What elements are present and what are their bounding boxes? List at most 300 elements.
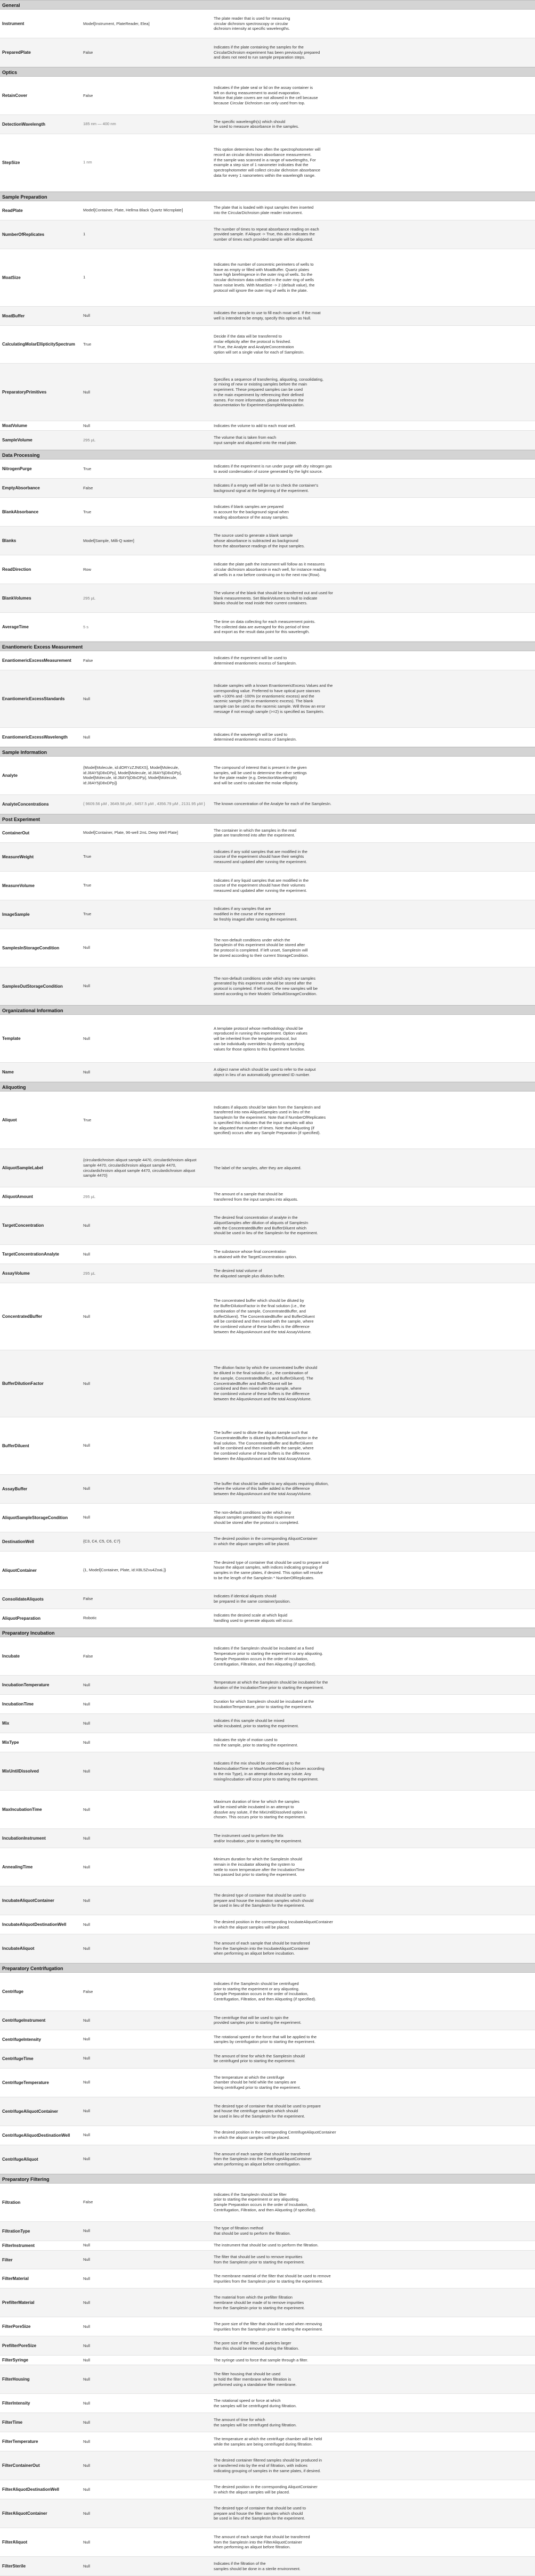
section-header: Organizational Information <box>0 1005 535 1015</box>
option-description: Minimum duration for which the SamplesIn should remain in the incubator allowing the system to settle to room temperature after the IncubationTime has passed but prior to starting the experiment. <box>214 1857 305 1877</box>
option-description: The label of the samples, after they are aliquoted. <box>214 1165 302 1170</box>
section-header: Sample Preparation <box>0 192 535 201</box>
option-row <box>0 460 535 479</box>
option-row <box>0 670 535 728</box>
option-row <box>0 1714 535 1733</box>
option-value: Null <box>83 1515 90 1520</box>
option-row <box>0 307 535 326</box>
option-value: False <box>83 50 93 55</box>
option-description: The material from which the prefilter filtration membrane should be made of to remove impurities from the SamplesIn prior to starting the experiment. <box>214 2295 305 2310</box>
option-name: DetectionWavelength <box>2 121 46 127</box>
option-name: FilterAliquot <box>2 2540 28 2545</box>
option-description: Indicates if any solid samples that are modified in the course of the experiment should have their weights measured and updated after running the experiment. <box>214 849 307 865</box>
option-description: The known concentration of the Analyte for each of the SamplesIn. <box>214 801 331 807</box>
option-row <box>0 1475 535 1504</box>
option-name: CentrifugeInstrument <box>2 2017 46 2023</box>
option-name: ConcentratedBuffer <box>2 1314 43 1319</box>
option-name: MeasureWeight <box>2 854 34 859</box>
option-name: RetainCover <box>2 93 28 98</box>
option-description: The plate reader that is used for measuring circular dichroism spectroscopy or circular dichroism intensity at specific wavelengths. <box>214 15 290 31</box>
option-description: The centrifuge that will be used to spin the provided samples prior to starting the experiment. <box>214 2015 302 2025</box>
option-description: The syringe used to force that sample through a filter. <box>214 2357 309 2362</box>
option-description: Indicates if any liquid samples that are modified in the course of the experiment should have their volumes measured and updated after running the experiment. <box>214 877 309 893</box>
option-name: AliquotPreparation <box>2 1615 41 1621</box>
option-description: Indicates if a empty well will be run to check the container's background signal at the beginning of the experiment. <box>214 483 319 493</box>
option-name: NumberOfReplicates <box>2 232 45 237</box>
option-row <box>0 1915 535 1934</box>
option-description: Indicates if the plate seal or lid on the assay container is left on during measurement to avoid evaporation. Notice that plate covers are not allowed in the cell because because Circular Dichroism can only used from top. <box>214 85 318 106</box>
option-row <box>0 1092 535 1149</box>
option-description: The non-default conditions under which any new samples generated by this experiment should be stored after the protocol is completed. If left unset, the new samples will be stored according to their Models' DefaultStorageCondition. <box>214 975 318 996</box>
option-name: ReadDirection <box>2 567 31 572</box>
option-value: Null <box>83 734 90 740</box>
option-description: Indicates if the wavelength will be used to determined enantiomeric excess of SamplesIn. <box>214 732 297 742</box>
option-row <box>0 431 535 450</box>
option-name: SampleVolume <box>2 438 33 443</box>
option-description: The amount of time for which the samples will be centrifuged during filtration. <box>214 2417 297 2427</box>
option-description: Indicates if identical aliquots should be prepared in the same container/position. <box>214 1594 291 1604</box>
option-value: Null <box>83 1443 90 1448</box>
option-name: BufferDiluent <box>2 1443 29 1448</box>
option-row <box>0 872 535 900</box>
option-name: IncubationInstrument <box>2 1836 46 1841</box>
option-row <box>0 498 535 527</box>
option-name: FilterIntensity <box>2 2401 30 2406</box>
option-value: Null <box>83 2228 90 2234</box>
option-name: CalculatingMolarEllipticitySpectrum <box>2 342 75 347</box>
option-description: The type of filtration method that should be used to perform the filtration. <box>214 2226 291 2236</box>
option-name: Aliquot <box>2 1118 17 1123</box>
option-value: Null <box>83 1381 90 1386</box>
option-description: Indicates if the plate containing the samples for the CircularDichroism experiment has been previously prepared and does not need to run sample preparation steps. <box>214 44 320 60</box>
option-row <box>0 1609 535 1628</box>
option-description: Decide if the data will be transferred to molar ellipticity after the protocol is finished. If True, the Analyte and AnalyteConcentration option will set a single value for each of SamplesIn. <box>214 334 305 355</box>
option-value: Null <box>83 2463 90 2468</box>
option-row <box>0 2251 535 2270</box>
option-row <box>0 1676 535 1695</box>
option-description: Indicates if the SamplesIn should be centrifuged prior to starting the experiment or any aliquoting. Sample Preparation occurs in the order of Incubation, Centrifugation, Filtration, and then Aliquoting (if specified). <box>214 1981 317 2002</box>
option-description: The non-default conditions under which any aliquot samples generated by this experiment should be stored after the protocol is completed. <box>214 1509 299 1525</box>
option-value: Null <box>83 2056 90 2061</box>
option-description: Indicate samples with a known EnantiomericExcess Values and the corresponding value. Preferred to have optical pure stanrars with +100% and -100% (or enantiomeric excess) and the racemic sample (0% or enantiomeric excess). The blank sample can be used as the racemic sample. Will throw an error message if not enough sample (>=2) is specified as SampleIn. <box>214 683 333 714</box>
option-row <box>0 2269 535 2288</box>
option-row <box>0 2413 535 2432</box>
option-row <box>0 220 535 249</box>
option-description: The specific wavelength(s) which should be used to measure absorbance in the samples. <box>214 119 299 129</box>
option-row <box>0 364 535 421</box>
option-row <box>0 1934 535 1963</box>
option-description: The time on data collecting for each measurement points. The collected data are averaged for this period of time and export as the result data point for this wavelength. <box>214 619 315 635</box>
option-name: DestinationWell <box>2 1539 34 1544</box>
option-row <box>0 2336 535 2356</box>
option-description: The rotational speed or the force that will be applied to the samples by centrifugation prior to starting the experiment. <box>214 2034 317 2045</box>
option-row <box>0 2432 535 2451</box>
option-description: The desired type of container that should be used to prepare and house the aliquot samples, with indices indicating grouping of samples in the same plates, if desired. This option will resolve to be the length of the SamplesIn * NumberOfReplicates. <box>214 1560 329 1580</box>
option-name: Name <box>2 1070 14 1075</box>
option-row <box>0 1791 535 1829</box>
option-description: The temperature at which the centrifuge chamber should be held while the samples are being centrifuged prior to starting the experiment. <box>214 2074 301 2090</box>
option-description: The instrument that should be used to perform the filtration. <box>214 2243 319 2248</box>
option-description: The number of times to repeat absorbance reading on each provided sample. If Aliquot -> True, this also indicates the number of times each provided sample will be aliquoted. <box>214 226 319 242</box>
option-value: Null <box>83 1922 90 1927</box>
option-description: A template protocol whose methodology should be reproduced in running this experiment. Option values will be inherited from the template protocol, but can be individually overridden by directly specifying values for those options to this Experiment function. <box>214 1026 307 1052</box>
option-row <box>0 584 535 613</box>
option-row <box>0 10 535 38</box>
option-name: AliquotSampleLabel <box>2 1166 43 1171</box>
option-name: AverageTime <box>2 625 29 630</box>
option-description: The membrane material of the filter that should be used to remove impurities from the SamplesIn prior to starting the experiment. <box>214 2274 331 2284</box>
option-name: Blanks <box>2 538 17 544</box>
option-row <box>0 249 535 307</box>
option-name: PreparedPlate <box>2 50 31 55</box>
option-row <box>0 479 535 498</box>
option-value: Null <box>83 2132 90 2138</box>
option-name: IncubateAliquotDestinationWell <box>2 1922 67 1927</box>
option-value: Null <box>83 2511 90 2516</box>
option-name: EnantiomericExcessWavelength <box>2 734 68 740</box>
option-row <box>0 38 535 67</box>
option-value: 295 µL <box>83 595 96 601</box>
option-value: Null <box>83 2376 90 2382</box>
option-name: PrefilterPoreSize <box>2 2343 37 2349</box>
option-name: ImageSample <box>2 912 30 917</box>
option-name: EmptyAbsorbance <box>2 486 40 491</box>
option-row <box>0 900 535 929</box>
option-name: MaxIncubationTime <box>2 1807 42 1812</box>
section-header: Preparatory Incubation <box>0 1628 535 1637</box>
option-description: The desired position in the corresponding AliquotContainer in which the aliquot samples will be placed. <box>214 1536 318 1547</box>
option-name: CentrifugeAliquotContainer <box>2 2109 58 2114</box>
option-description: The volume of the blank that should be transferred out and used for blank measurements. Set BlankVolumes to Null to indicate blanks should be read inside their current containers. <box>214 590 333 606</box>
option-description: The non-default conditions under which the SamplesIn of this experiment should be stored after the protocol is completed. If left unset, SamplesIn will be stored according to their current StorageCondition. <box>214 937 309 958</box>
option-row <box>0 1552 535 1590</box>
option-description: Temperature at which the SamplesIn should be incubated for the duration of the IncubationTime prior to starting the experiment. <box>214 1680 328 1690</box>
option-name: FilterTime <box>2 2420 23 2425</box>
option-row <box>0 1637 535 1676</box>
option-name: FilterInstrument <box>2 2243 35 2248</box>
option-description: Indicates if any samples that are modified in the course of the experiment be freshly imaged after running the experiment. <box>214 906 298 922</box>
option-description: The container in which the samples in the read plate are transferred into after the experiment. <box>214 827 297 838</box>
option-value: Null <box>83 2324 90 2329</box>
option-value: Null <box>83 2080 90 2085</box>
option-value: Null <box>83 1683 90 1688</box>
option-value: Null <box>83 2276 90 2282</box>
option-description: The buffer that should be added to any aliquots requiring dilution, where the volume of this buffer added is the difference between the AliquotAmount and the total AssayVolume. <box>214 1481 329 1497</box>
option-value: True <box>83 1117 92 1122</box>
option-row <box>0 1063 535 1082</box>
option-value: Null <box>83 1740 90 1745</box>
option-value: Null <box>83 2343 90 2348</box>
option-name: TargetConcentrationAnalyte <box>2 1252 59 1257</box>
option-row <box>0 2241 535 2251</box>
option-value: Null <box>83 1223 90 1228</box>
option-row <box>0 134 535 192</box>
option-name: AliquotAmount <box>2 1194 33 1200</box>
option-value: False <box>83 485 93 490</box>
section-header: Optics <box>0 67 535 77</box>
option-row <box>0 2528 535 2557</box>
option-row <box>0 2480 535 2499</box>
option-row <box>0 1417 535 1475</box>
option-value: False <box>83 658 93 663</box>
option-name: AssayBuffer <box>2 1486 28 1491</box>
option-value: Null <box>83 1720 90 1726</box>
option-row <box>0 967 535 1006</box>
option-row <box>0 613 535 642</box>
option-value: Model[Container, Plate, 96-well 2mL Deep Well Plate] <box>83 830 179 835</box>
option-value: Null <box>83 1070 90 1074</box>
option-description: The pore size of the filter; all particles larger than this should be removed during the filtration. <box>214 2341 299 2351</box>
option-row <box>0 326 535 364</box>
option-description: The desired type of container that should be used to prepare and house the filter samples which should be used in lieu of the SamplesIn for the experiment. <box>214 2505 306 2521</box>
option-row <box>0 2451 535 2480</box>
option-value: Null <box>83 2439 90 2444</box>
option-description: The buffer used to dilute the aliquot sample such that ConcentratedBuffer is diluted by BufferDilutionFactor in the final solution. The ConcentratedBuffer and BufferDiluent will be combined and then mixed with the sample, where the combined volume of these buffers is the difference between the AliquotAmount and the total AssayVolume. <box>214 1430 318 1461</box>
option-name: TargetConcentration <box>2 1223 44 1228</box>
option-value: False <box>83 1989 93 1994</box>
option-description: Indicates if the filtration of the samples should be done in a sterile environment. <box>214 2561 301 2571</box>
option-description: Specifies a sequence of transferring, aliquoting, consolidating, or mixing of new or existing samples before the main experiment. These prepared samples can be used in the main experiment by referencing their defined names. For more information, please reference the documentation for ExperimentSampleManipulation. <box>214 376 323 408</box>
option-value: Null <box>83 2400 90 2406</box>
option-description: The desired final concentration of analyte in the AliquotSamples after dilution of aliquots of SamplesIn with the ConcentratedBuffer and BufferDiluent which should be used in lieu of the SamplesIn for the experiment. <box>214 1215 318 1236</box>
option-row <box>0 1504 535 1532</box>
option-row <box>0 1283 535 1350</box>
option-description: The temperature at which the centrifuge chamber will be held while the samples are being centrifuged during filtration. <box>214 2436 322 2447</box>
option-row <box>0 2317 535 2336</box>
option-value: Null <box>83 2539 90 2545</box>
option-name: Incubate <box>2 1654 20 1659</box>
option-value: Model[Instrument, PlateReader, Elea] <box>83 21 150 26</box>
section-header: Aliquoting <box>0 1082 535 1092</box>
option-description: The amount of time for which the SamplesIn should be centrifuged prior to starting the experiment. <box>214 2053 305 2064</box>
option-row <box>0 2030 535 2049</box>
option-value: Null <box>83 1768 90 1774</box>
option-value: Null <box>83 1702 90 1707</box>
option-description: The amount of each sample that should be transferred from the SamplesIn into the IncubateAliquotContainer when performing an aliquot before incubation. <box>214 1940 310 1956</box>
option-value: {Model[Molecule, id:dORYzZJN6XS], Model[Molecule, id:J8AY5jD8xDPp], Model[Molecule, id:J8AY5jD8xDPp], Model[Molecule, id:J8AY5jD8xDPp], Model[Molecule, id:J8AY5jD8xDPp]} <box>83 765 182 786</box>
option-row <box>0 1695 535 1714</box>
option-description: The desired position in the corresponding IncubateAliquotContainer in which the aliquot samples will be placed. <box>214 1919 333 1930</box>
option-value: Robotic <box>83 1615 97 1621</box>
option-row <box>0 2145 535 2174</box>
option-name: Mix <box>2 1721 10 1726</box>
option-name: Instrument <box>2 21 25 26</box>
option-value: Null <box>83 983 90 989</box>
option-description: Indicates if the experiment is run under purge with dry nitrogen gas to avoid condensation of ozone generated by the light source. <box>214 464 332 474</box>
option-row <box>0 2499 535 2528</box>
option-name: IncubateAliquot <box>2 1946 35 1951</box>
option-description: The filter housing that should be used to hold the filter membrane when filtration is performed using a standalone filter membrane. <box>214 2372 297 2387</box>
option-row <box>0 1245 535 1264</box>
option-value: {C3, C4, C5, C6, C7} <box>83 1539 120 1544</box>
option-value: Null <box>83 945 90 950</box>
option-name: EnantiomericExcessStandards <box>2 696 65 701</box>
option-description: The instrument used to perform the Mix and/or Incubation, prior to starting the experiment. <box>214 1833 302 1843</box>
section-header: Preparatory Centrifugation <box>0 1963 535 1973</box>
option-row <box>0 2394 535 2413</box>
option-row <box>0 1207 535 1245</box>
option-value: Null <box>83 2300 90 2306</box>
option-value: True <box>83 466 92 471</box>
option-description: The filter that should be used to remove impurities from the SamplesIn prior to starting the experiment. <box>214 2254 305 2265</box>
option-value: Null <box>83 2419 90 2425</box>
option-row <box>0 843 535 872</box>
option-row <box>0 2365 535 2394</box>
option-name: SamplesOutStorageCondition <box>2 983 63 989</box>
option-name: IncubateAliquotContainer <box>2 1898 54 1904</box>
option-value: Null <box>83 1314 90 1319</box>
option-name: FilterMaterial <box>2 2276 29 2282</box>
option-description: Indicates if the SamplesIn should be incubated at a fixed Temperature prior to starting the experiment or any aliquoting. Sample Preparation occurs in the order of Incubation, Centrifugation, Filtration, and then Aliquoting (if specified). <box>214 1646 323 1667</box>
option-value: Null <box>83 2156 90 2162</box>
option-name: MixUntilDissolved <box>2 1769 39 1774</box>
option-row <box>0 824 535 843</box>
option-value: Null <box>83 2243 90 2248</box>
option-value: Null <box>83 2357 90 2362</box>
option-name: SamplesInStorageCondition <box>2 945 60 950</box>
option-row <box>0 421 535 431</box>
option-value: 1 nm <box>83 160 92 165</box>
option-value: Null <box>83 1036 90 1041</box>
option-name: AliquotSampleStorageCondition <box>2 1515 68 1520</box>
option-name: CentrifugeTemperature <box>2 2080 49 2085</box>
option-value: Null <box>83 2487 90 2492</box>
option-value: 1 <box>83 232 86 237</box>
option-description: The desired position in the corresponding AliquotContainer in which the aliquot samples will be placed. <box>214 2484 318 2495</box>
option-name: ConsolidateAliquots <box>2 1596 44 1602</box>
option-value: True <box>83 883 92 888</box>
option-value: Null <box>83 1864 90 1869</box>
option-description: Indicates if the SamplesIn should be filter prior to starting the experiment or any aliquoting. Sample Preparation occurs in the order of Incubation, Centrifugation, Filtration, and then Aliquoting (if specified). <box>214 2192 317 2212</box>
option-name: IncubationTime <box>2 1702 34 1707</box>
option-name: FilterAliquotDestinationWell <box>2 2487 59 2492</box>
option-name: Centrifuge <box>2 1989 23 1994</box>
option-row <box>0 2288 535 2317</box>
option-description: The rotational speed or force at which the samples will be centrifuged during filtration. <box>214 2398 297 2408</box>
option-name: Template <box>2 1036 21 1041</box>
option-value: 295 µL <box>83 1194 96 1199</box>
option-name: MoatVolume <box>2 423 27 429</box>
option-row <box>0 2069 535 2097</box>
option-description: Indicates the style of motion used to mix the sample, prior to starting the experiment. <box>214 1737 298 1748</box>
option-description: Indicates the number of concentric perimeters of wells to leave as empty or filled with MoatBuffer. Quartz plates have high birefringence in the outer ring of wells. So the circular dichroism data collected in the outer ring of wells have noise levels. With MoatSize -> 2 (default value), the protocol will ignore the outer ring of wells in the plate. <box>214 261 315 293</box>
option-description: Indicates the sample to use to fill each moat well. If the moat well is intended to be empty, specify this option as Null. <box>214 310 321 321</box>
option-row <box>0 728 535 747</box>
option-name: Analyte <box>2 773 18 778</box>
option-description: Indicates if this sample should be mixed while incubated, prior to starting the experiment. <box>214 1718 299 1728</box>
option-value: { 9609.56 µM , 3649.58 µM , 6457.5 µM , 4356.79 µM , 2131.95 µM } <box>83 801 205 807</box>
option-description: The amount of each sample that should be transferred from the SamplesIn into the CentrifugeAliquotContainer when performing an aliquot before centrifugation. <box>214 2151 312 2167</box>
option-value: Null <box>83 1898 90 1903</box>
option-value: Null <box>83 2563 90 2569</box>
option-value: Model[Sample, Milli-Q water] <box>83 538 134 543</box>
option-description: The desired type of container that should be used to prepare and house the centrifuge samples which should be used in lieu of the SamplesIn for the experiment. <box>214 2103 321 2119</box>
option-value: Null <box>83 2017 90 2023</box>
option-row <box>0 795 535 814</box>
option-description: Indicates if blank samples are prepared to account for the background signal when reading absorbance of the assay samples. <box>214 504 289 520</box>
option-description: The amount of each sample that should be transferred from the SamplesIn into the FilterAliquotContainer when performing an aliquot before filtration. <box>214 2534 310 2550</box>
option-row <box>0 2011 535 2030</box>
option-value: Null <box>83 313 90 318</box>
option-value: Null <box>83 1807 90 1812</box>
option-value: False <box>83 2200 93 2205</box>
option-row <box>0 1015 535 1063</box>
option-row <box>0 1733 535 1752</box>
option-row <box>0 651 535 670</box>
option-row <box>0 1187 535 1207</box>
section-header: Preparatory Filtering <box>0 2174 535 2184</box>
option-value: Null <box>83 1835 90 1841</box>
option-row <box>0 1532 535 1552</box>
option-description: Indicate the plate path the instrument will follow as it measures circular dichroism absorbance in each well, for instance reading all wells in a row before continuing on to the next row (Row). <box>214 562 326 577</box>
option-name: EnantiomericExcessMeasurement <box>2 658 71 663</box>
option-value: 185 nm — 400 nm <box>83 121 116 127</box>
option-row <box>0 1264 535 1283</box>
section-header: General <box>0 0 535 10</box>
option-description: The pore size of the filter that should be used when removing impurities from the SamplesIn prior to starting the experiment. <box>214 2321 323 2332</box>
option-value: {circulardichroism aliquot sample 4470, circulardichroism aliquot sample 4470, circulardichroism aliquot sample 4470, circulardichroism aliquot sample 4470, circulardichroism aliquot sample 4470} <box>83 1158 197 1178</box>
option-description: The dilution factor by which the concentrated buffer should be diluted in the final solution (i.e., the combination of the sample, ConcentratedBuffer, and BufferDiluent). The ConcentratedBuffer and BufferDiluent will be combined and then mixed with the sample, where the combined volume of these buffers is the difference between the AliquotAmount and the total AssayVolume. <box>214 1365 318 1401</box>
option-description: The desired type of container that should be used to prepare and house the incubation samples which should be used in lieu of the SamplesIn for the experiment. <box>214 1892 314 1908</box>
option-name: FilterSterile <box>2 2564 26 2569</box>
option-row <box>0 2557 535 2576</box>
option-value: True <box>83 912 92 917</box>
option-name: Filtration <box>2 2200 21 2205</box>
option-name: StepSize <box>2 160 20 165</box>
option-row <box>0 2356 535 2365</box>
option-name: FilterSyringe <box>2 2358 28 2363</box>
option-value: 295 µL <box>83 1270 96 1276</box>
option-description: Maximum duration of time for which the samples will be mixed while incubated in an attempt to dissolve any solute, if the MixUntilDissolved option is chosen. This occurs prior to starting the experiment. <box>214 1799 307 1820</box>
section-header: Data Processing <box>0 450 535 460</box>
option-description: The desired container filtered samples should be produced in or transferred into by the end of filtration, with indices indicating grouping of samples in the same plates, if desired. <box>214 2458 322 2473</box>
option-name: BufferDilutionFactor <box>2 1381 44 1386</box>
option-row <box>0 115 535 134</box>
option-row <box>0 2126 535 2145</box>
option-description: The source used to generate a blank sample whose absorbance is subtracted as background from the absorbance readings of the input samples. <box>214 533 305 548</box>
option-name: PreparatoryPrimitives <box>2 390 47 395</box>
option-row <box>0 1848 535 1886</box>
option-value: Null <box>83 390 90 395</box>
option-name: BlankVolumes <box>2 596 31 601</box>
option-name: AnalyteConcentrations <box>2 801 49 807</box>
option-description: Indicates if the experiment will be used to determined enantiomeric excess of SamplesIn. <box>214 655 297 666</box>
option-row <box>0 1590 535 1609</box>
option-name: IncubationTemperature <box>2 1683 50 1688</box>
option-value: True <box>83 509 92 514</box>
option-value: False <box>83 1654 93 1659</box>
option-name: ContainerOut <box>2 830 30 835</box>
option-row <box>0 757 535 795</box>
option-name: AnnealingTime <box>2 1865 33 1870</box>
option-description: The desired total volume of the aliquoted sample plus dilution buffer. <box>214 1268 285 1278</box>
option-row <box>0 1350 535 1417</box>
option-row <box>0 929 535 967</box>
option-value: False <box>83 1596 93 1602</box>
option-name: CentrifugeAliquot <box>2 2156 38 2162</box>
option-value: Null <box>83 1946 90 1951</box>
option-row <box>0 555 535 584</box>
option-value: Null <box>83 1486 90 1491</box>
option-value: Null <box>83 2257 90 2262</box>
option-row <box>0 1886 535 1915</box>
option-name: MoatBuffer <box>2 313 25 318</box>
option-row <box>0 1973 535 2011</box>
option-name: NitrogenPurge <box>2 466 32 472</box>
option-name: ReadPlate <box>2 208 23 213</box>
option-value: False <box>83 93 93 98</box>
section-header: Sample Information <box>0 747 535 757</box>
